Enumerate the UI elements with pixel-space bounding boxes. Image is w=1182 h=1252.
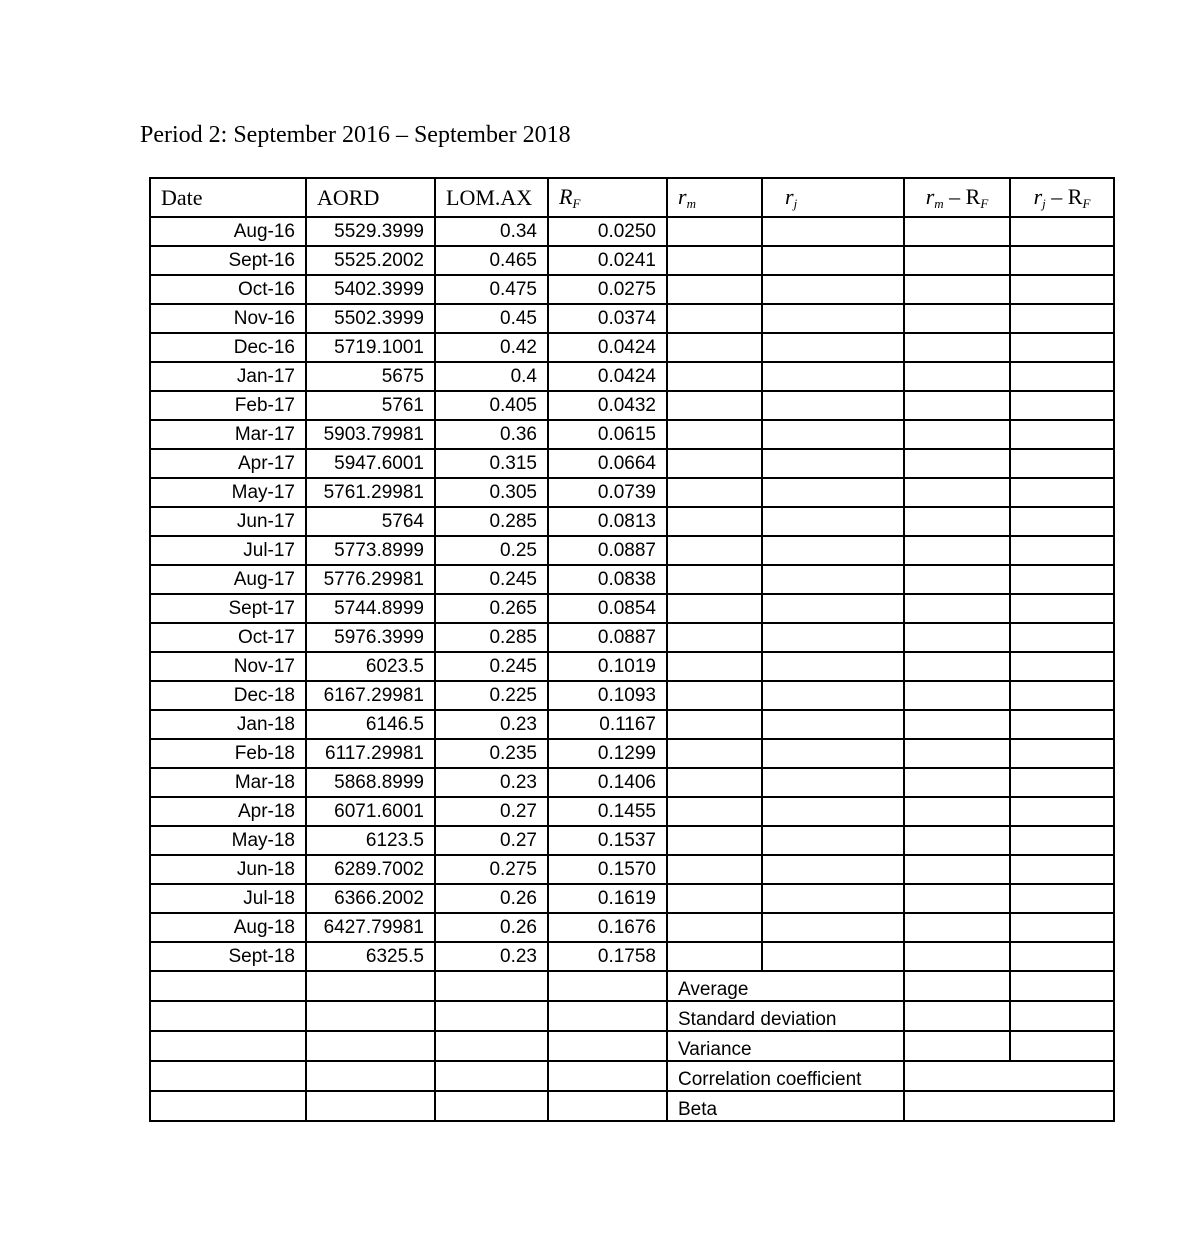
aord-cell: 6167.29981	[306, 681, 435, 710]
rm-cell	[667, 507, 762, 536]
date-cell: Aug-16	[150, 217, 306, 246]
rf-cell: 0.0739	[548, 478, 667, 507]
rm-minus-rf-cell	[904, 246, 1010, 275]
rf-cell: 0.1537	[548, 826, 667, 855]
rj-minus-rf-cell	[1010, 565, 1114, 594]
rj-minus-rf-cell	[1010, 739, 1114, 768]
date-cell: Jun-18	[150, 855, 306, 884]
rm-minus-rf-cell	[904, 478, 1010, 507]
table-row	[150, 536, 1114, 565]
blank-cell	[548, 971, 667, 1001]
table-row	[150, 768, 1114, 797]
header-rm	[667, 178, 762, 217]
rj-cell	[762, 478, 904, 507]
rf-cell: 0.1299	[548, 739, 667, 768]
date-cell: Dec-18	[150, 681, 306, 710]
rj-cell	[762, 594, 904, 623]
stat-value-rm-minus-rf	[904, 1031, 1010, 1061]
lom-cell: 0.26	[435, 884, 548, 913]
rm-cell	[667, 478, 762, 507]
stats-row	[150, 1091, 1114, 1121]
rf-cell: 0.0664	[548, 449, 667, 478]
stats-row	[150, 1061, 1114, 1091]
stat-value-rm-minus-rf	[904, 971, 1010, 1001]
lom-cell: 0.475	[435, 275, 548, 304]
blank-cell	[150, 1001, 306, 1031]
aord-cell: 5903.79981	[306, 420, 435, 449]
rj-minus-rf-cell	[1010, 594, 1114, 623]
rf-cell: 0.0813	[548, 507, 667, 536]
rf-cell: 0.0275	[548, 275, 667, 304]
lom-cell: 0.225	[435, 681, 548, 710]
blank-cell	[548, 1061, 667, 1091]
rj-minus-rf-cell	[1010, 420, 1114, 449]
aord-cell: 5776.29981	[306, 565, 435, 594]
blank-cell	[548, 1091, 667, 1121]
date-cell: Nov-17	[150, 652, 306, 681]
aord-cell: 5868.8999	[306, 768, 435, 797]
rm-cell	[667, 420, 762, 449]
lom-cell: 0.265	[435, 594, 548, 623]
header-rm-minus-rf: $r_m - R_F$	[904, 178, 1010, 217]
rj-cell	[762, 507, 904, 536]
rj-minus-rf-cell	[1010, 884, 1114, 913]
aord-cell: 5761	[306, 391, 435, 420]
rm-minus-rf-cell	[904, 449, 1010, 478]
lom-cell: 0.305	[435, 478, 548, 507]
blank-cell	[435, 1061, 548, 1091]
rm-minus-rf-cell	[904, 768, 1010, 797]
rj-minus-rf-cell	[1010, 217, 1114, 246]
lom-cell: 0.42	[435, 333, 548, 362]
rf-cell: 0.0424	[548, 362, 667, 391]
aord-cell: 6023.5	[306, 652, 435, 681]
aord-cell: 6325.5	[306, 942, 435, 971]
rm-minus-rf-cell	[904, 565, 1010, 594]
rm-minus-rf-cell	[904, 913, 1010, 942]
rm-cell	[667, 652, 762, 681]
rm-cell	[667, 246, 762, 275]
table-row	[150, 333, 1114, 362]
rj-minus-rf-cell	[1010, 246, 1114, 275]
rm-cell	[667, 884, 762, 913]
aord-cell: 6427.79981	[306, 913, 435, 942]
rj-minus-rf-cell	[1010, 536, 1114, 565]
lom-cell: 0.25	[435, 536, 548, 565]
rj-minus-rf-cell	[1010, 449, 1114, 478]
header-rj-main: r	[785, 183, 794, 209]
table-row	[150, 246, 1114, 275]
stat-label: Beta	[667, 1091, 904, 1121]
rm-cell	[667, 768, 762, 797]
date-cell: Aug-18	[150, 913, 306, 942]
stat-label: Correlation coefficient	[667, 1061, 904, 1091]
header-rj-sub: j	[793, 195, 798, 211]
rf-cell: 0.1676	[548, 913, 667, 942]
aord-cell: 6117.29981	[306, 739, 435, 768]
table-row	[150, 623, 1114, 652]
rj-minus-rf-cell	[1010, 333, 1114, 362]
aord-cell: 6146.5	[306, 710, 435, 739]
blank-cell	[306, 1091, 435, 1121]
aord-cell: 5761.29981	[306, 478, 435, 507]
rm-cell	[667, 217, 762, 246]
rm-cell	[667, 855, 762, 884]
lom-cell: 0.285	[435, 507, 548, 536]
aord-cell: 5525.2002	[306, 246, 435, 275]
rj-minus-rf-cell	[1010, 710, 1114, 739]
rm-minus-rf-cell	[904, 420, 1010, 449]
rm-minus-rf-cell	[904, 536, 1010, 565]
aord-cell: 6289.7002	[306, 855, 435, 884]
stat-value	[904, 1091, 1114, 1121]
rf-cell: 0.0887	[548, 536, 667, 565]
rm-minus-rf-cell	[904, 855, 1010, 884]
date-cell: Oct-16	[150, 275, 306, 304]
date-cell: Aug-17	[150, 565, 306, 594]
rj-minus-rf-cell	[1010, 826, 1114, 855]
rm-cell	[667, 449, 762, 478]
rm-minus-rf-cell	[904, 362, 1010, 391]
blank-cell	[435, 1031, 548, 1061]
rm-cell	[667, 333, 762, 362]
aord-cell: 5719.1001	[306, 333, 435, 362]
rj-minus-rf-cell	[1010, 507, 1114, 536]
rf-cell: 0.0432	[548, 391, 667, 420]
blank-cell	[150, 1061, 306, 1091]
aord-cell: 6366.2002	[306, 884, 435, 913]
table-row	[150, 739, 1114, 768]
rf-cell: 0.1455	[548, 797, 667, 826]
table-row	[150, 362, 1114, 391]
table-row	[150, 304, 1114, 333]
rj-minus-rf-cell	[1010, 681, 1114, 710]
header-rm-sub: m	[686, 195, 696, 211]
table-row	[150, 826, 1114, 855]
stat-value-rm-minus-rf	[904, 1001, 1010, 1031]
date-cell: Apr-18	[150, 797, 306, 826]
rj-cell	[762, 565, 904, 594]
rm-cell	[667, 623, 762, 652]
aord-cell: 5976.3999	[306, 623, 435, 652]
rm-cell	[667, 826, 762, 855]
rm-cell	[667, 710, 762, 739]
table-row	[150, 681, 1114, 710]
rm-minus-rf-cell	[904, 652, 1010, 681]
rm-minus-rf-cell	[904, 507, 1010, 536]
lom-cell: 0.285	[435, 623, 548, 652]
date-cell: Feb-17	[150, 391, 306, 420]
date-cell: Apr-17	[150, 449, 306, 478]
page-title: Period 2: September 2016 – September 2018	[140, 122, 571, 148]
rf-cell: 0.0838	[548, 565, 667, 594]
rj-cell	[762, 275, 904, 304]
table-row	[150, 913, 1114, 942]
rm-cell	[667, 797, 762, 826]
lom-cell: 0.34	[435, 217, 548, 246]
rm-cell	[667, 391, 762, 420]
stat-label: Standard deviation	[667, 1001, 904, 1031]
rm-cell	[667, 594, 762, 623]
date-cell: Oct-17	[150, 623, 306, 652]
date-cell: Dec-16	[150, 333, 306, 362]
rj-minus-rf-cell	[1010, 855, 1114, 884]
rm-cell	[667, 304, 762, 333]
blank-cell	[435, 1091, 548, 1121]
header-date: Date	[150, 178, 306, 217]
header-rj	[762, 178, 904, 217]
rj-cell	[762, 681, 904, 710]
rf-cell: 0.1570	[548, 855, 667, 884]
lom-cell: 0.245	[435, 565, 548, 594]
rj-minus-rf-cell	[1010, 913, 1114, 942]
date-cell: Sept-18	[150, 942, 306, 971]
table-row	[150, 884, 1114, 913]
table-row	[150, 565, 1114, 594]
lom-cell: 0.23	[435, 710, 548, 739]
rf-cell: 0.1758	[548, 942, 667, 971]
blank-cell	[435, 1001, 548, 1031]
rf-cell: 0.0854	[548, 594, 667, 623]
date-cell: Sept-17	[150, 594, 306, 623]
header-rf-sub: F	[572, 195, 581, 211]
date-cell: Mar-18	[150, 768, 306, 797]
rf-cell: 0.1093	[548, 681, 667, 710]
lom-cell: 0.36	[435, 420, 548, 449]
header-rf-main: R	[559, 183, 573, 209]
rj-cell	[762, 942, 904, 971]
lom-cell: 0.23	[435, 942, 548, 971]
lom-cell: 0.245	[435, 652, 548, 681]
table-row	[150, 797, 1114, 826]
blank-cell	[150, 971, 306, 1001]
rj-cell	[762, 449, 904, 478]
rj-minus-rf-cell	[1010, 362, 1114, 391]
rf-cell: 0.1167	[548, 710, 667, 739]
rf-cell: 0.1619	[548, 884, 667, 913]
rm-minus-rf-cell	[904, 275, 1010, 304]
rj-cell	[762, 362, 904, 391]
table-row	[150, 420, 1114, 449]
date-cell: Jul-18	[150, 884, 306, 913]
date-cell: Jul-17	[150, 536, 306, 565]
blank-cell	[306, 1031, 435, 1061]
rm-minus-rf-cell	[904, 623, 1010, 652]
blank-cell	[150, 1091, 306, 1121]
lom-cell: 0.26	[435, 913, 548, 942]
table-row	[150, 507, 1114, 536]
date-cell: Jan-17	[150, 362, 306, 391]
stats-row	[150, 1001, 1114, 1031]
rj-minus-rf-cell	[1010, 942, 1114, 971]
stat-value-rj-minus-rf	[1010, 971, 1114, 1001]
rm-minus-rf-cell	[904, 797, 1010, 826]
stat-value-rj-minus-rf	[1010, 1001, 1114, 1031]
stat-value-rj-minus-rf	[1010, 1031, 1114, 1061]
rm-minus-rf-cell	[904, 942, 1010, 971]
aord-cell: 5529.3999	[306, 217, 435, 246]
rj-minus-rf-cell	[1010, 652, 1114, 681]
aord-cell: 6123.5	[306, 826, 435, 855]
returns-table	[149, 177, 1115, 1122]
blank-cell	[548, 1031, 667, 1061]
date-cell: May-18	[150, 826, 306, 855]
rj-cell	[762, 304, 904, 333]
rm-cell	[667, 536, 762, 565]
rm-cell	[667, 681, 762, 710]
rm-minus-rf-cell	[904, 884, 1010, 913]
rj-cell	[762, 797, 904, 826]
rm-minus-rf-cell	[904, 333, 1010, 362]
aord-cell: 5947.6001	[306, 449, 435, 478]
rj-cell	[762, 855, 904, 884]
aord-cell: 5764	[306, 507, 435, 536]
table-row	[150, 449, 1114, 478]
lom-cell: 0.275	[435, 855, 548, 884]
rj-cell	[762, 739, 904, 768]
aord-cell: 5675	[306, 362, 435, 391]
lom-cell: 0.405	[435, 391, 548, 420]
header-rf	[548, 178, 667, 217]
rf-cell: 0.1406	[548, 768, 667, 797]
table-row	[150, 594, 1114, 623]
rj-cell	[762, 826, 904, 855]
lom-cell: 0.27	[435, 826, 548, 855]
blank-cell	[306, 1001, 435, 1031]
rm-minus-rf-cell	[904, 391, 1010, 420]
aord-cell: 6071.6001	[306, 797, 435, 826]
rm-cell	[667, 913, 762, 942]
rm-minus-rf-cell	[904, 826, 1010, 855]
table-row	[150, 217, 1114, 246]
date-cell: Mar-17	[150, 420, 306, 449]
rm-minus-rf-cell	[904, 739, 1010, 768]
rm-minus-rf-cell	[904, 217, 1010, 246]
rj-minus-rf-cell	[1010, 391, 1114, 420]
lom-cell: 0.235	[435, 739, 548, 768]
stats-row	[150, 971, 1114, 1001]
rj-minus-rf-cell	[1010, 478, 1114, 507]
rm-cell	[667, 275, 762, 304]
aord-cell: 5744.8999	[306, 594, 435, 623]
table-row	[150, 652, 1114, 681]
rm-cell	[667, 362, 762, 391]
rf-cell: 0.0241	[548, 246, 667, 275]
stats-row	[150, 1031, 1114, 1061]
rm-cell	[667, 942, 762, 971]
lom-cell: 0.4	[435, 362, 548, 391]
rj-cell	[762, 623, 904, 652]
aord-cell: 5402.3999	[306, 275, 435, 304]
rf-cell: 0.1019	[548, 652, 667, 681]
table-row	[150, 855, 1114, 884]
rm-minus-rf-cell	[904, 304, 1010, 333]
stat-label: Variance	[667, 1031, 904, 1061]
rf-cell: 0.0374	[548, 304, 667, 333]
table-row	[150, 942, 1114, 971]
rj-cell	[762, 391, 904, 420]
date-cell: Sept-16	[150, 246, 306, 275]
rf-cell: 0.0887	[548, 623, 667, 652]
rm-minus-rf-cell	[904, 681, 1010, 710]
rf-cell: 0.0250	[548, 217, 667, 246]
stat-value	[904, 1061, 1114, 1091]
blank-cell	[306, 1061, 435, 1091]
blank-cell	[150, 1031, 306, 1061]
header-aord: AORD	[306, 178, 435, 217]
rj-cell	[762, 246, 904, 275]
rj-cell	[762, 884, 904, 913]
lom-cell: 0.315	[435, 449, 548, 478]
stat-label: Average	[667, 971, 904, 1001]
rj-cell	[762, 710, 904, 739]
header-rm-main: r	[678, 183, 687, 209]
rf-cell: 0.0615	[548, 420, 667, 449]
blank-cell	[548, 1001, 667, 1031]
rm-minus-rf-cell	[904, 710, 1010, 739]
header-rj-minus-rf: $r_j - R_F$	[1010, 178, 1114, 217]
date-cell: May-17	[150, 478, 306, 507]
rj-minus-rf-cell	[1010, 275, 1114, 304]
rj-cell	[762, 913, 904, 942]
table-row	[150, 275, 1114, 304]
rj-cell	[762, 217, 904, 246]
rj-minus-rf-cell	[1010, 304, 1114, 333]
rj-minus-rf-cell	[1010, 797, 1114, 826]
rf-cell: 0.0424	[548, 333, 667, 362]
rm-cell	[667, 739, 762, 768]
date-cell: Jan-18	[150, 710, 306, 739]
rm-minus-rf-cell	[904, 594, 1010, 623]
rj-cell	[762, 420, 904, 449]
header-lom: LOM.AX	[435, 178, 548, 217]
rj-minus-rf-cell	[1010, 768, 1114, 797]
lom-cell: 0.23	[435, 768, 548, 797]
aord-cell: 5502.3999	[306, 304, 435, 333]
aord-cell: 5773.8999	[306, 536, 435, 565]
table-row	[150, 391, 1114, 420]
table-row	[150, 710, 1114, 739]
blank-cell	[306, 971, 435, 1001]
rj-cell	[762, 333, 904, 362]
lom-cell: 0.27	[435, 797, 548, 826]
table-row	[150, 478, 1114, 507]
date-cell: Feb-18	[150, 739, 306, 768]
header-row	[150, 178, 1114, 217]
rm-cell	[667, 565, 762, 594]
rj-minus-rf-cell	[1010, 623, 1114, 652]
date-cell: Jun-17	[150, 507, 306, 536]
blank-cell	[435, 971, 548, 1001]
rj-cell	[762, 536, 904, 565]
lom-cell: 0.465	[435, 246, 548, 275]
rj-cell	[762, 652, 904, 681]
date-cell: Nov-16	[150, 304, 306, 333]
rj-cell	[762, 768, 904, 797]
lom-cell: 0.45	[435, 304, 548, 333]
